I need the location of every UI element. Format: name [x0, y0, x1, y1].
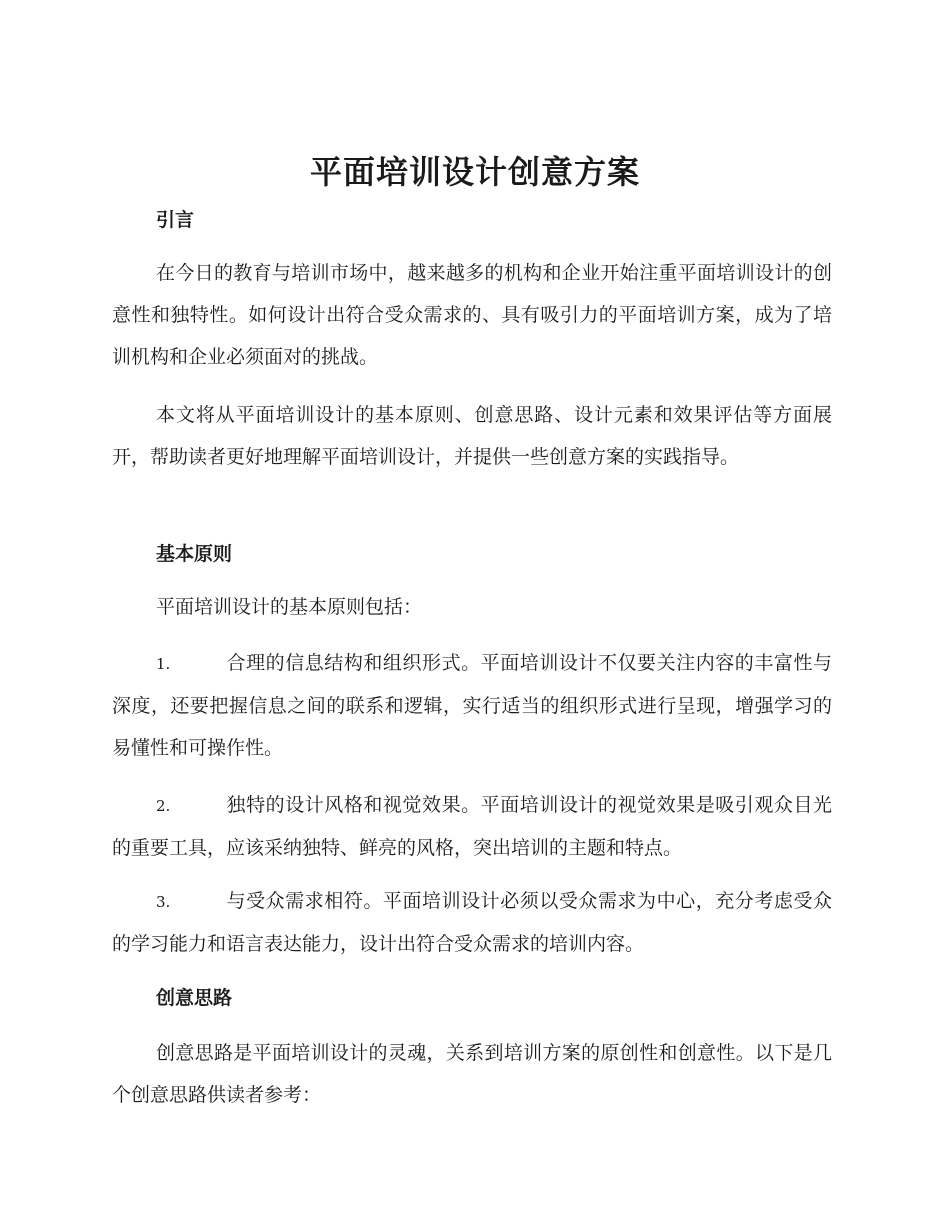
document-title: 平面培训设计创意方案 [309, 153, 640, 191]
list-item-text: 合理的信息结构和组织形式。平面培训设计不仅要关注内容的丰富性与深度，还要把握信息之间的联系和逻辑，实行适当的组织形式进行呈现，增强学习的易懂性和可操作性。 [112, 652, 832, 759]
paragraph-ideas-1: 创意思路是平面培训设计的灵魂，关系到培训方案的原创性和创意性。以下是几个创意思路供读者参考： [112, 1042, 832, 1106]
heading-ideas: 创意思路 [156, 987, 233, 1009]
heading-principles: 基本原则 [156, 543, 233, 565]
paragraph-principles-lead: 平面培训设计的基本原则包括： [156, 596, 423, 618]
heading-intro: 引言 [156, 209, 195, 231]
list-item-number: 3. [156, 893, 171, 911]
list-item-number: 1. [156, 655, 171, 673]
paragraph-intro-2: 本文将从平面培训设计的基本原则、创意思路、设计元素和效果评估等方面展开，帮助读者更好地理解平面培训设计，并提供一些创意方案的实践指导。 [112, 404, 832, 468]
list-item [112, 642, 832, 769]
paragraph-intro-1: 在今日的教育与培训市场中，越来越多的机构和企业开始注重平面培训设计的创意性和独特性。如何设计出符合受众需求的、具有吸引力的平面培训方案，成为了培训机构和企业必须面对的挑战。 [112, 262, 832, 368]
list-item [112, 784, 832, 869]
list-item [112, 880, 832, 965]
list-item-text: 独特的设计风格和视觉效果。平面培训设计的视觉效果是吸引观众目光的重要工具，应该采纳独特、鲜亮的风格，突出培训的主题和特点。 [112, 794, 832, 859]
list-item-number: 2. [156, 797, 171, 815]
list-item-text: 与受众需求相符。平面培训设计必须以受众需求为中心，充分考虑受众的学习能力和语言表达能力，设计出符合受众需求的培训内容。 [112, 890, 832, 955]
